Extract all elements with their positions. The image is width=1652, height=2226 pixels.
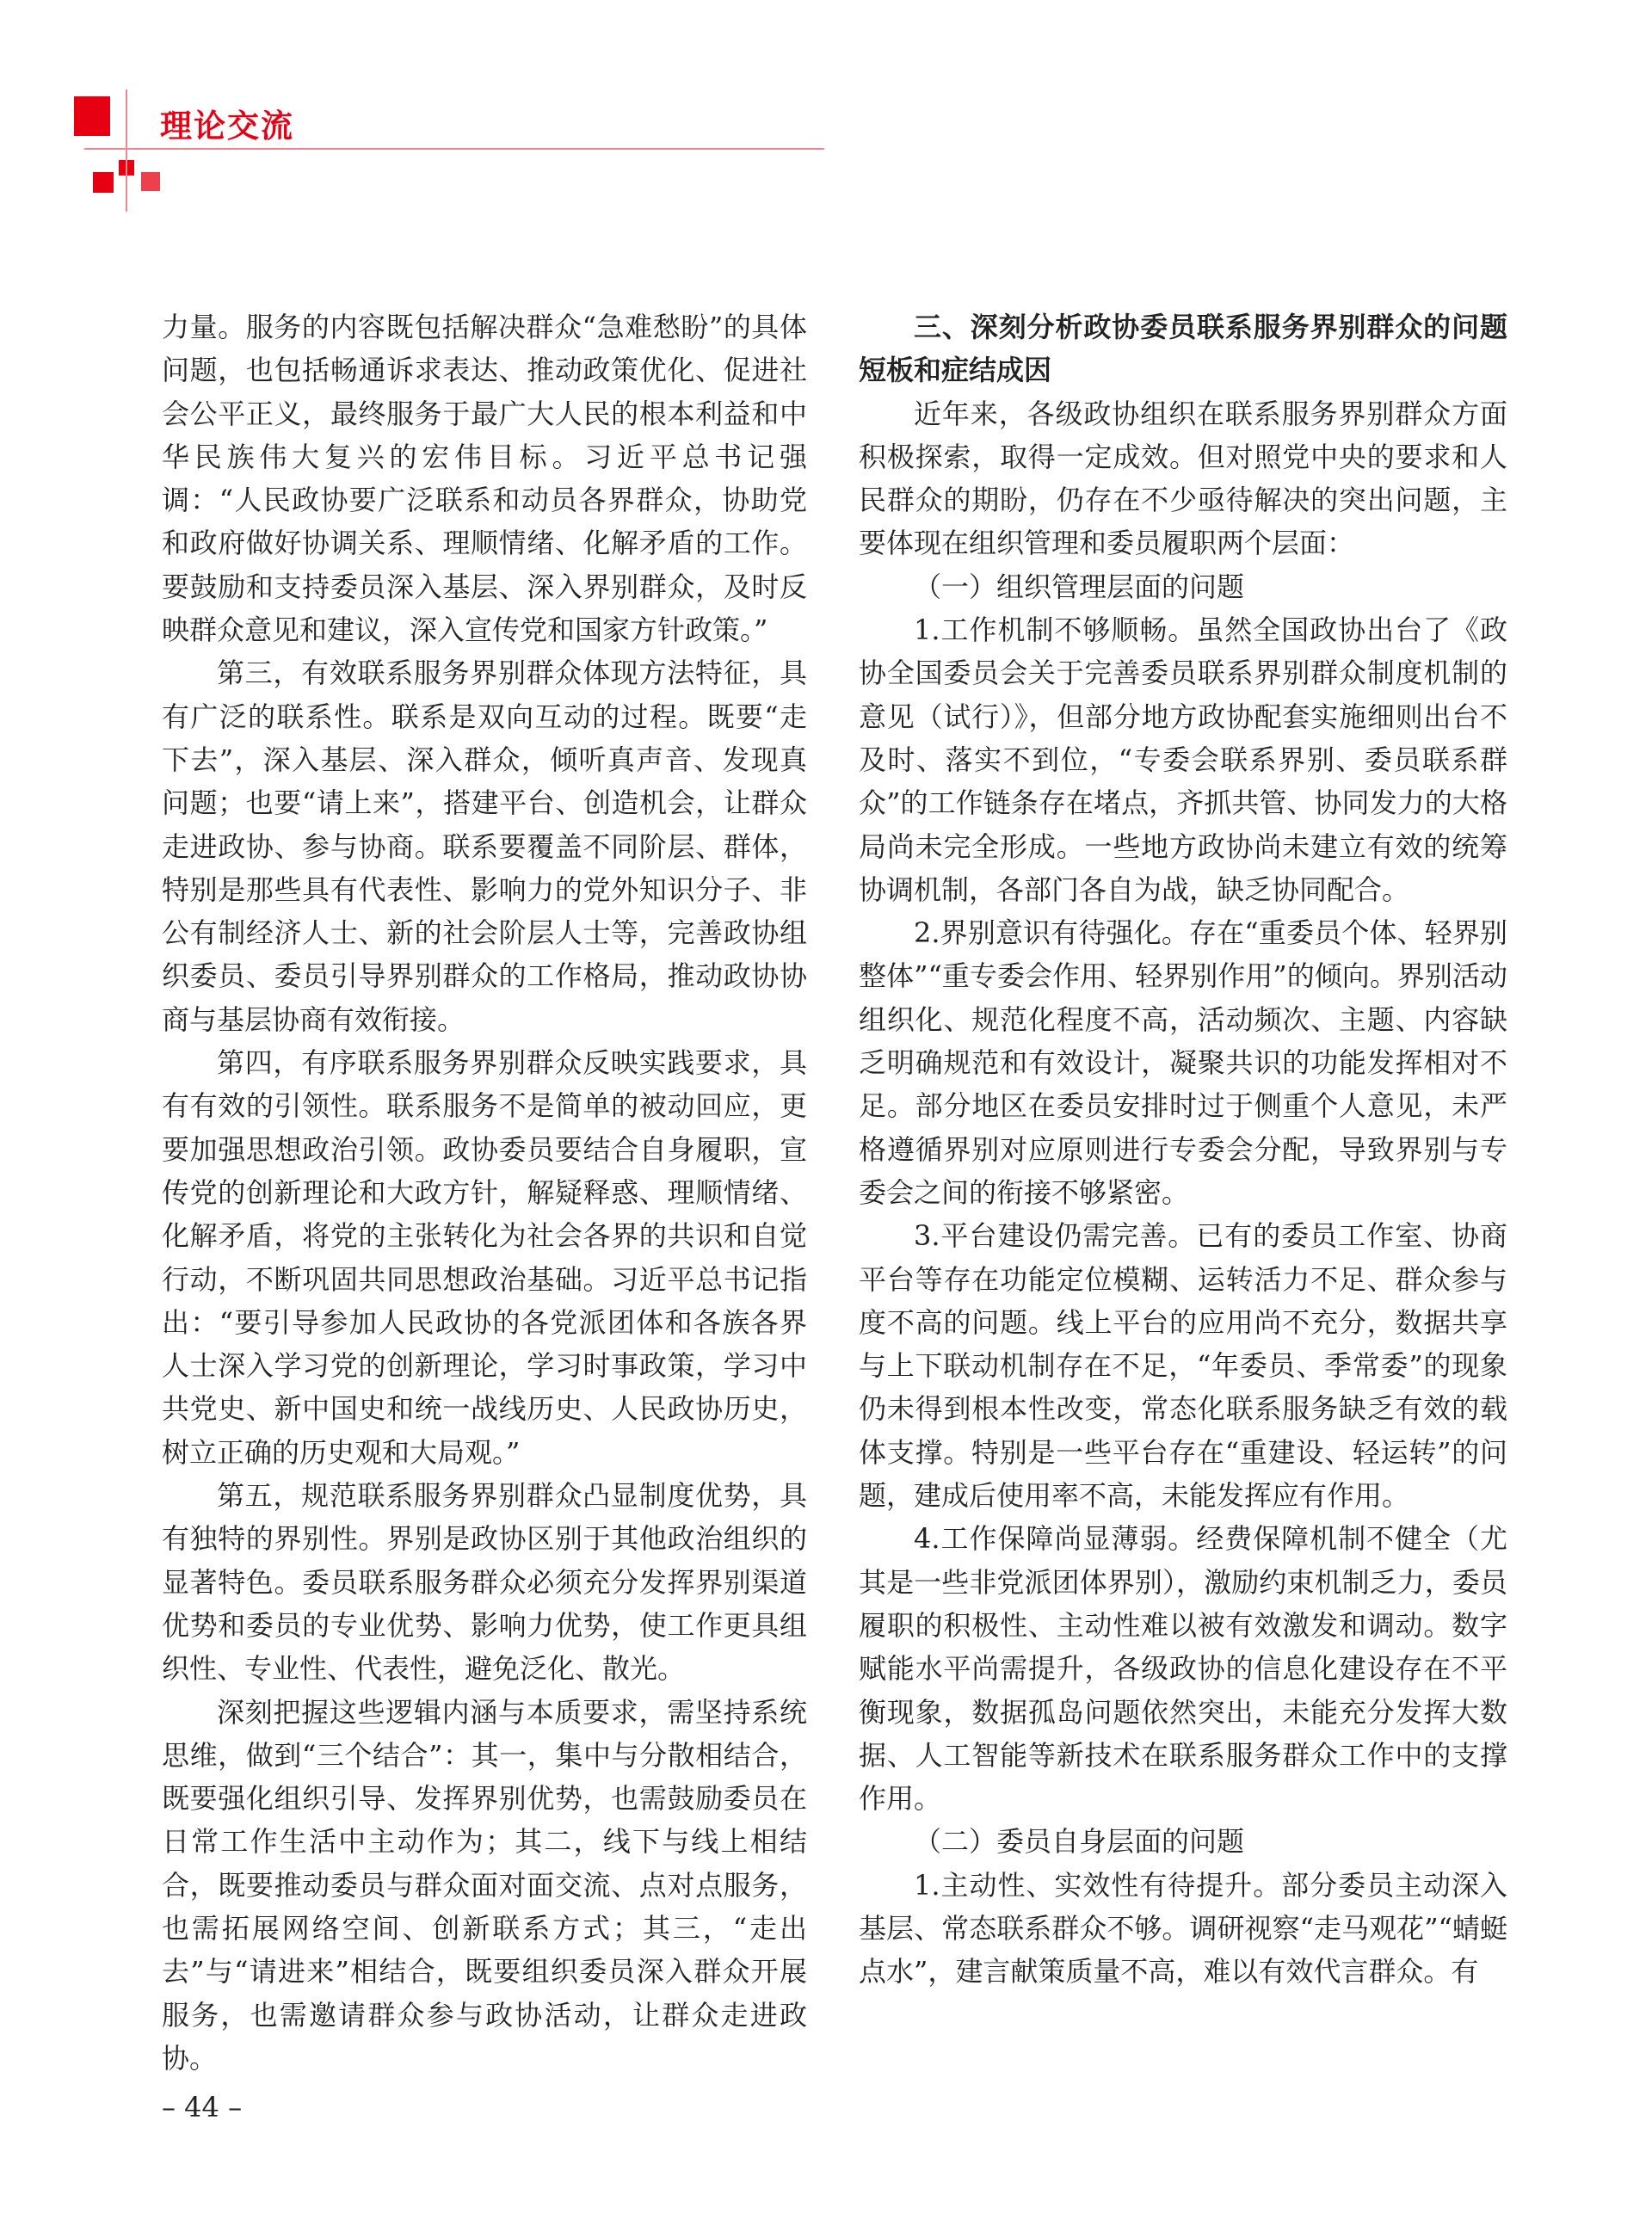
right-paragraph-2: 1.工作机制不够顺畅。虽然全国政协出台了《政协全国委员会关于完善委员联系界别群众制度机制的意见（试行）》，但部分地方政协配套实施细则出台不及时、落实不到位，“专委会联系界别、委员联系群众”的工作链条存在堵点，齐抓共管、协同发力的大格局尚未完全形成。一些地方政协尚未建立有效的统筹协调机制，各部门各自为战，缺乏协同配合。 — [859, 614, 1507, 906]
left-paragraph-4: 第五，规范联系服务界别群众凸显制度优势，具有独特的界别性。界别是政协区别于其他政治组织的显著特色。委员联系服务群众必须充分发挥界别渠道优势和委员的专业优势、影响力优势，使工作更具组织性、专业性、代表性，避免泛化、散光。 — [162, 1479, 807, 1686]
right-column — [859, 305, 1507, 1994]
left-paragraph-2: 第三，有效联系服务界别群众体现方法特征，具有广泛的联系性。联系是双向互动的过程。既要“走下去”，深入基层、深入群众，倾听真声音、发现真问题；也要“请上来”，搭建平台、创造机会，让群众走进政协、参与协商。联系要覆盖不同阶层、群体，特别是那些具有代表性、影响力的党外知识分子、非公有制经济人士、新的社会阶层人士等，完善政协组织委员、委员引导界别群众的工作格局，推动政协协商与基层协商有效衔接。 — [162, 657, 807, 1036]
section-heading: 三、深刻分析政协委员联系服务界别群众的问题短板和症结成因 — [859, 311, 1507, 387]
header-red-square-small-1 — [93, 172, 114, 193]
subsection-heading-1: （一）组织管理层面的问题 — [914, 570, 1245, 603]
left-paragraph-1: 力量。服务的内容既包括解决群众“急难愁盼”的具体问题，也包括畅通诉求表达、推动政策优化、促进社会公平正义，最终服务于最广大人民的根本利益和中华民族伟大复兴的宏伟目标。习近平总书记强调：“人民政协要广泛联系和动员各界群众，协助党和政府做好协调关系、理顺情绪、化解矛盾的工作。要鼓励和支持委员深入基层、深入界别群众，及时反映群众意见和建议，深入宣传党和国家方针政策。” — [162, 311, 807, 647]
header-red-square-small-3 — [141, 172, 160, 191]
header-red-square-large — [74, 96, 110, 136]
subsection-heading-2: （二）委员自身层面的问题 — [914, 1825, 1245, 1859]
right-paragraph-3: 2.界别意识有待强化。存在“重委员个体、轻界别整体”“重专委会作用、轻界别作用”的倾向。界别活动组织化、规范化程度不高，活动频次、主题、内容缺乏明确规范和有效设计，凝聚共识的功能发挥相对不足。部分地区在委员安排时过于侧重个人意见，未严格遵循界别对应原则进行专委会分配，导致界别与专委会之间的衔接不够紧密。 — [859, 916, 1507, 1209]
right-paragraph-6: 1.主动性、实效性有待提升。部分委员主动深入基层、常态联系群众不够。调研视察“走马观花”“蜻蜓点水”，建言献策质量不高，难以有效代言群众。有 — [859, 1868, 1507, 1989]
left-column — [162, 305, 807, 2080]
left-paragraph-3: 第四，有序联系服务界别群众反映实践要求，具有有效的引领性。联系服务不是简单的被动回应，更要加强思想政治引领。政协委员要结合自身履职，宣传党的创新理论和大政方针，解疑释惑、理顺情绪、化解矛盾，将党的主张转化为社会各界的共识和自觉行动，不断巩固共同思想政治基础。习近平总书记指出：“要引导参加人民政协的各党派团体和各族各界人士深入学习党的创新理论，学习时事政策，学习中共党史、新中国史和统一战线历史、人民政协历史，树立正确的历史观和大局观。” — [162, 1046, 807, 1469]
right-paragraph-5: 4.工作保障尚显薄弱。经费保障机制不健全（尤其是一些非党派团体界别），激励约束机制乏力，委员履职的积极性、主动性难以被有效激发和调动。数字赋能水平尚需提升，各级政协的信息化建设存在不平衡现象，数据孤岛问题依然突出，未能充分发挥大数据、人工智能等新技术在联系服务群众工作中的支撑作用。 — [859, 1522, 1507, 1816]
left-paragraph-5: 深刻把握这些逻辑内涵与本质要求，需坚持系统思维，做到“三个结合”：其一，集中与分散相结合，既要强化组织引导、发挥界别优势，也需鼓励委员在日常工作生活中主动作为；其二，线下与线上相结合，既要推动委员与群众面对面交流、点对点服务，也需拓展网络空间、创新联系方式；其三，“走出去”与“请进来”相结合，既要组织委员深入群众开展服务，也需邀请群众参与政协活动，让群众走进政协。 — [162, 1695, 807, 2075]
page-number: – 44 – — [162, 2091, 243, 2124]
header-horizontal-rule — [84, 148, 824, 150]
header-vertical-rule — [126, 89, 127, 212]
right-paragraph-1: 近年来，各级政协组织在联系服务界别群众方面积极探索，取得一定成效。但对照党中央的要求和人民群众的期盼，仍存在不少亟待解决的突出问题，主要体现在组织管理和委员履职两个层面： — [859, 397, 1507, 560]
right-paragraph-4: 3.平台建设仍需完善。已有的委员工作室、协商平台等存在功能定位模糊、运转活力不足、群众参与度不高的问题。线上平台的应用尚不充分，数据共享与上下联动机制存在不足，“年委员、季常委”的现象仍未得到根本性改变，常态化联系服务缺乏有效的载体支撑。特别是一些平台存在“重建设、轻运转”的问题，建成后使用率不高，未能发挥应有作用。 — [859, 1219, 1507, 1513]
section-title: 理论交流 — [160, 108, 294, 145]
